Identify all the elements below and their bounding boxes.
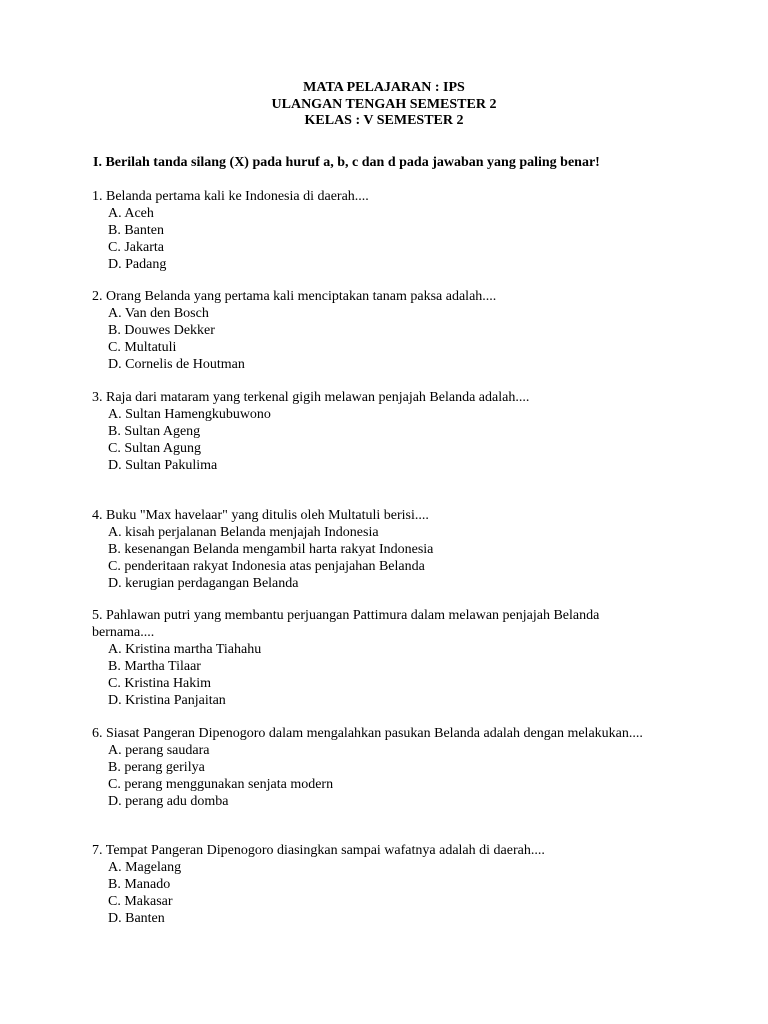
option-a: A. perang saudara [108, 742, 210, 758]
option-d: D. Sultan Pakulima [108, 457, 218, 473]
option-d: D. Padang [108, 256, 167, 272]
option-b: B. perang gerilya [108, 759, 205, 775]
question-3 [92, 390, 692, 475]
option-c: C. Jakarta [108, 239, 164, 255]
question-5 [92, 608, 692, 709]
option-b: B. kesenangan Belanda mengambil harta rakyat Indonesia [108, 541, 434, 557]
option-b: B. Banten [108, 222, 164, 238]
question-7 [92, 843, 692, 928]
question-text: 5. Pahlawan putri yang membantu perjuangan Pattimura dalam melawan penjajah Belanda bernama.... [92, 608, 600, 640]
option-b: B. Martha Tilaar [108, 658, 201, 674]
option-c: C. Makasar [108, 893, 173, 909]
question-2 [92, 289, 692, 374]
option-c: C. Kristina Hakim [108, 675, 212, 691]
question-text: 4. Buku "Max havelaar" yang ditulis oleh Multatuli berisi.... [92, 508, 429, 523]
exam-title: ULANGAN TENGAH SEMESTER 2 [271, 96, 497, 112]
option-a: A. Aceh [108, 205, 154, 221]
option-b: B. Sultan Ageng [108, 423, 201, 439]
question-text: 2. Orang Belanda yang pertama kali menciptakan tanam paksa adalah.... [92, 289, 497, 304]
question-text: 3. Raja dari mataram yang terkenal gigih melawan penjajah Belanda adalah.... [92, 390, 530, 405]
question-1 [92, 189, 692, 274]
question-text: 7. Tempat Pangeran Dipenogoro diasingkan sampai wafatnya adalah di daerah.... [92, 843, 545, 858]
question-text: 6. Siasat Pangeran Dipenogoro dalam mengalahkan pasukan Belanda adalah dengan melakukan.... [92, 726, 643, 741]
option-d: D. perang adu domba [108, 793, 229, 809]
option-a: A. Van den Bosch [108, 305, 209, 321]
class-title: KELAS : V SEMESTER 2 [304, 113, 464, 128]
exam-header [0, 80, 768, 130]
question-text: 1. Belanda pertama kali ke Indonesia di daerah.... [92, 189, 369, 204]
option-c: C. Multatuli [108, 339, 177, 355]
option-c: C. Sultan Agung [108, 440, 201, 456]
option-d: D. Cornelis de Houtman [108, 356, 245, 372]
option-a: A. Magelang [108, 859, 182, 875]
option-c: C. penderitaan rakyat Indonesia atas penjajahan Belanda [108, 558, 425, 574]
subject-title: MATA PELAJARAN : IPS [303, 80, 465, 95]
option-a: A. Sultan Hamengkubuwono [108, 406, 271, 422]
option-b: B. Douwes Dekker [108, 322, 215, 338]
option-d: D. Kristina Panjaitan [108, 692, 226, 708]
option-a: A. Kristina martha Tiahahu [108, 641, 262, 657]
option-d: D. Banten [108, 910, 165, 926]
option-c: C. perang menggunakan senjata modern [108, 776, 334, 792]
question-6 [92, 726, 692, 811]
option-d: D. kerugian perdagangan Belanda [108, 575, 299, 591]
option-a: A. kisah perjalanan Belanda menjajah Indonesia [108, 524, 379, 540]
instruction-text: I. Berilah tanda silang (X) pada huruf a, b, c dan d pada jawaban yang paling benar! [93, 155, 600, 170]
option-b: B. Manado [108, 876, 171, 892]
question-4 [92, 508, 692, 593]
